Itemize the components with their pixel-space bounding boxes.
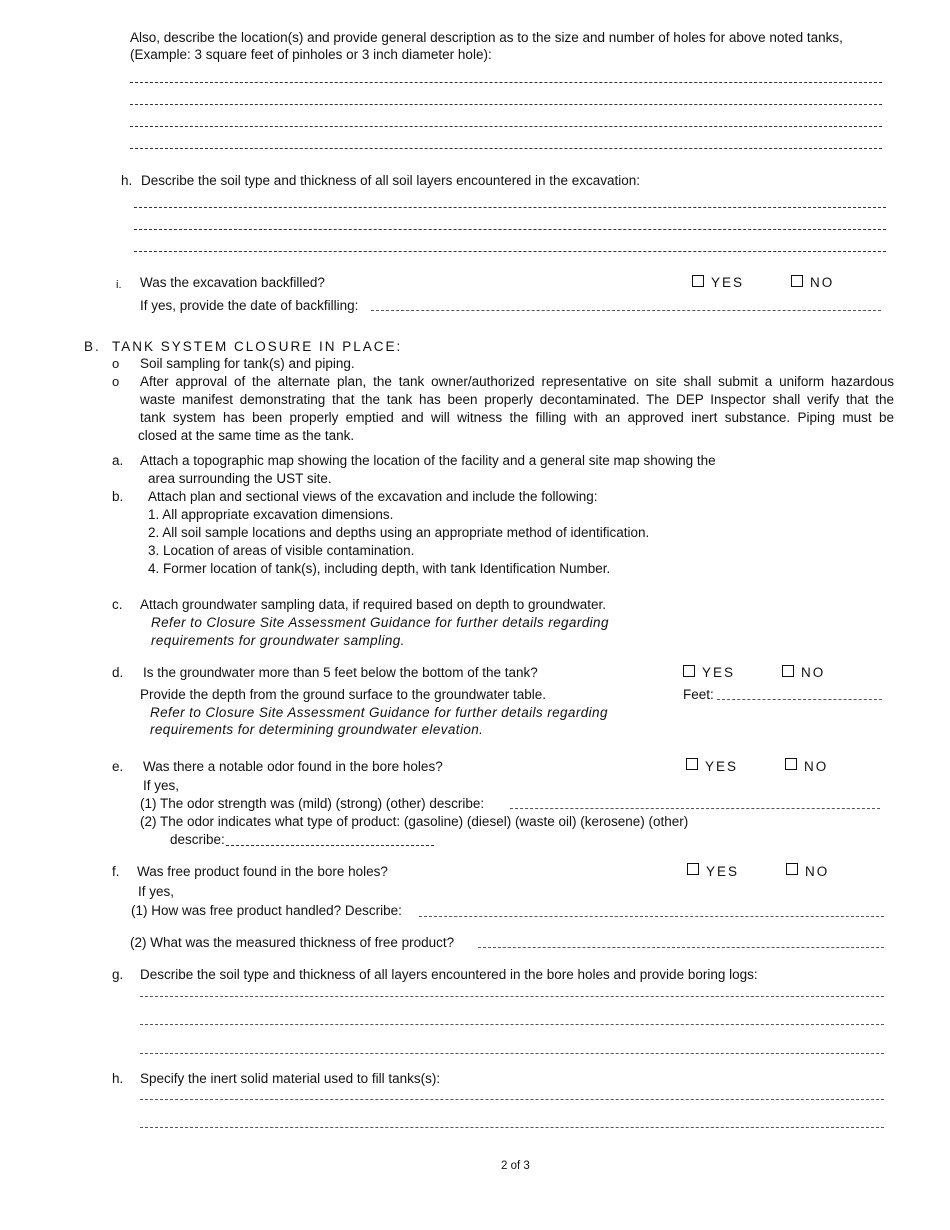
backfill-yes-checkbox[interactable] — [692, 275, 704, 287]
section-b-bullet2-line: tank system has been properly emptied and will witness the filling with an approved inert substance. Piping must be — [140, 410, 894, 425]
item-a-text-line2: area surrounding the UST site. — [148, 471, 332, 486]
section-b-bullet1: Soil sampling for tank(s) and piping. — [140, 356, 355, 371]
item-e-if-yes: If yes, — [143, 778, 180, 793]
item-f-question: Was free product found in the bore holes? — [137, 864, 388, 879]
item-c-note-line2: requirements for groundwater sampling. — [151, 633, 405, 648]
holes-description-line1: Also, describe the location(s) and provide general description as to the size and number of holes for above noted tanks, — [130, 30, 843, 45]
item-h2-letter: h. — [112, 1071, 124, 1086]
section-b-title: TANK SYSTEM CLOSURE IN PLACE: — [112, 339, 403, 354]
item-h-question: Describe the soil type and thickness of all soil layers encountered in the excavation: — [141, 173, 641, 188]
backfill-date-field[interactable] — [371, 310, 881, 311]
free-product-no-checkbox[interactable] — [786, 863, 798, 875]
odor-describe-label: describe: — [170, 832, 225, 847]
odor-strength-label: (1) The odor strength was (mild) (strong) (other) describe: — [140, 796, 485, 811]
bullet-icon: o — [112, 356, 120, 371]
item-h2-question: Specify the inert solid material used to fill tanks(s): — [140, 1071, 441, 1086]
item-c-note-line1: Refer to Closure Site Assessment Guidance for further details regarding — [151, 615, 609, 630]
holes-answer-line[interactable] — [130, 104, 882, 105]
inert-material-line[interactable] — [140, 1099, 884, 1100]
item-f-letter: f. — [112, 864, 120, 879]
item-c-letter: c. — [112, 597, 123, 612]
feet-field[interactable] — [717, 699, 882, 700]
section-b-bullet2-line: After approval of the alternate plan, the tank owner/authorized representative on site shall submit a uniform hazardous — [140, 374, 894, 389]
item-b-text: Attach plan and sectional views of the excavation and include the following: — [148, 489, 598, 504]
item-g-question: Describe the soil type and thickness of all layers encountered in the bore holes and provide boring logs: — [140, 967, 758, 982]
groundwater-no-checkbox[interactable] — [782, 665, 794, 677]
item-b-list-item: 2. All soil sample locations and depths using an appropriate method of identification. — [148, 525, 650, 540]
inert-material-line[interactable] — [140, 1127, 884, 1128]
boring-logs-line[interactable] — [140, 996, 884, 997]
boring-logs-line[interactable] — [140, 1024, 884, 1025]
soil-answer-line[interactable] — [134, 251, 886, 252]
free-product-thickness-label: (2) What was the measured thickness of free product? — [130, 935, 455, 950]
item-h-letter: h. — [121, 173, 133, 188]
item-f-if-yes: If yes, — [138, 884, 175, 899]
free-product-yes-label: YES — [706, 864, 740, 879]
groundwater-yes-checkbox[interactable] — [683, 665, 695, 677]
backfill-no-checkbox[interactable] — [791, 275, 803, 287]
section-b-bullet2-line: closed at the same time as the tank. — [138, 428, 355, 443]
free-product-handled-field[interactable] — [419, 916, 884, 917]
item-a-letter: a. — [112, 453, 124, 468]
odor-yes-label: YES — [705, 759, 739, 774]
item-i-question: Was the excavation backfilled? — [140, 275, 325, 290]
item-i-letter: i. — [116, 279, 122, 291]
bullet-icon: o — [112, 374, 120, 389]
holes-answer-line[interactable] — [130, 126, 882, 127]
free-product-yes-checkbox[interactable] — [687, 863, 699, 875]
section-b-letter: B. — [84, 339, 101, 354]
item-b-list-item: 1. All appropriate excavation dimensions. — [148, 507, 394, 522]
item-d-question: Is the groundwater more than 5 feet below the bottom of the tank? — [143, 665, 538, 680]
free-product-thickness-field[interactable] — [478, 947, 884, 948]
free-product-handled-label: (1) How was free product handled? Describe: — [131, 903, 402, 918]
item-d-note-line2: requirements for determining groundwater elevation. — [150, 722, 484, 737]
boring-logs-line[interactable] — [140, 1053, 884, 1054]
feet-label: Feet: — [683, 687, 714, 702]
soil-answer-line[interactable] — [134, 207, 886, 208]
item-d-note-line1: Refer to Closure Site Assessment Guidance for further details regarding — [150, 705, 608, 720]
item-d-letter: d. — [112, 665, 124, 680]
holes-answer-line[interactable] — [130, 82, 882, 83]
odor-no-checkbox[interactable] — [785, 758, 797, 770]
groundwater-no-label: NO — [801, 665, 826, 680]
item-a-text-line1: Attach a topographic map showing the location of the facility and a general site map showing the — [140, 453, 716, 468]
item-b-list-item: 3. Location of areas of visible contamination. — [148, 543, 415, 558]
item-b-letter: b. — [112, 489, 124, 504]
odor-no-label: NO — [804, 759, 829, 774]
item-b-list-item: 4. Former location of tank(s), including depth, with tank Identification Number. — [148, 561, 611, 576]
item-e-question: Was there a notable odor found in the bore holes? — [143, 759, 443, 774]
holes-answer-line[interactable] — [130, 148, 882, 149]
odor-yes-checkbox[interactable] — [686, 758, 698, 770]
backfill-yes-label: YES — [711, 275, 745, 290]
backfill-no-label: NO — [810, 275, 835, 290]
soil-answer-line[interactable] — [134, 229, 886, 230]
item-c-text: Attach groundwater sampling data, if required based on depth to groundwater. — [140, 597, 607, 612]
backfill-date-label: If yes, provide the date of backfilling: — [140, 298, 359, 313]
item-e-letter: e. — [112, 759, 124, 774]
item-d-depth-text: Provide the depth from the ground surface to the groundwater table. — [140, 687, 547, 702]
section-b-bullet2-line: waste manifest demonstrating that the tank has been properly decontaminated. The DEP Inspector shall verify that the — [140, 392, 894, 407]
odor-strength-field[interactable] — [510, 808, 880, 809]
odor-describe-field[interactable] — [226, 845, 434, 846]
odor-product-label: (2) The odor indicates what type of product: (gasoline) (diesel) (waste oil) (kerosene) (other) — [140, 814, 689, 829]
groundwater-yes-label: YES — [702, 665, 736, 680]
page-number: 2 of 3 — [501, 1160, 530, 1172]
free-product-no-label: NO — [805, 864, 830, 879]
item-g-letter: g. — [112, 967, 124, 982]
holes-description-line2: (Example: 3 square feet of pinholes or 3 inch diameter hole): — [130, 47, 492, 62]
